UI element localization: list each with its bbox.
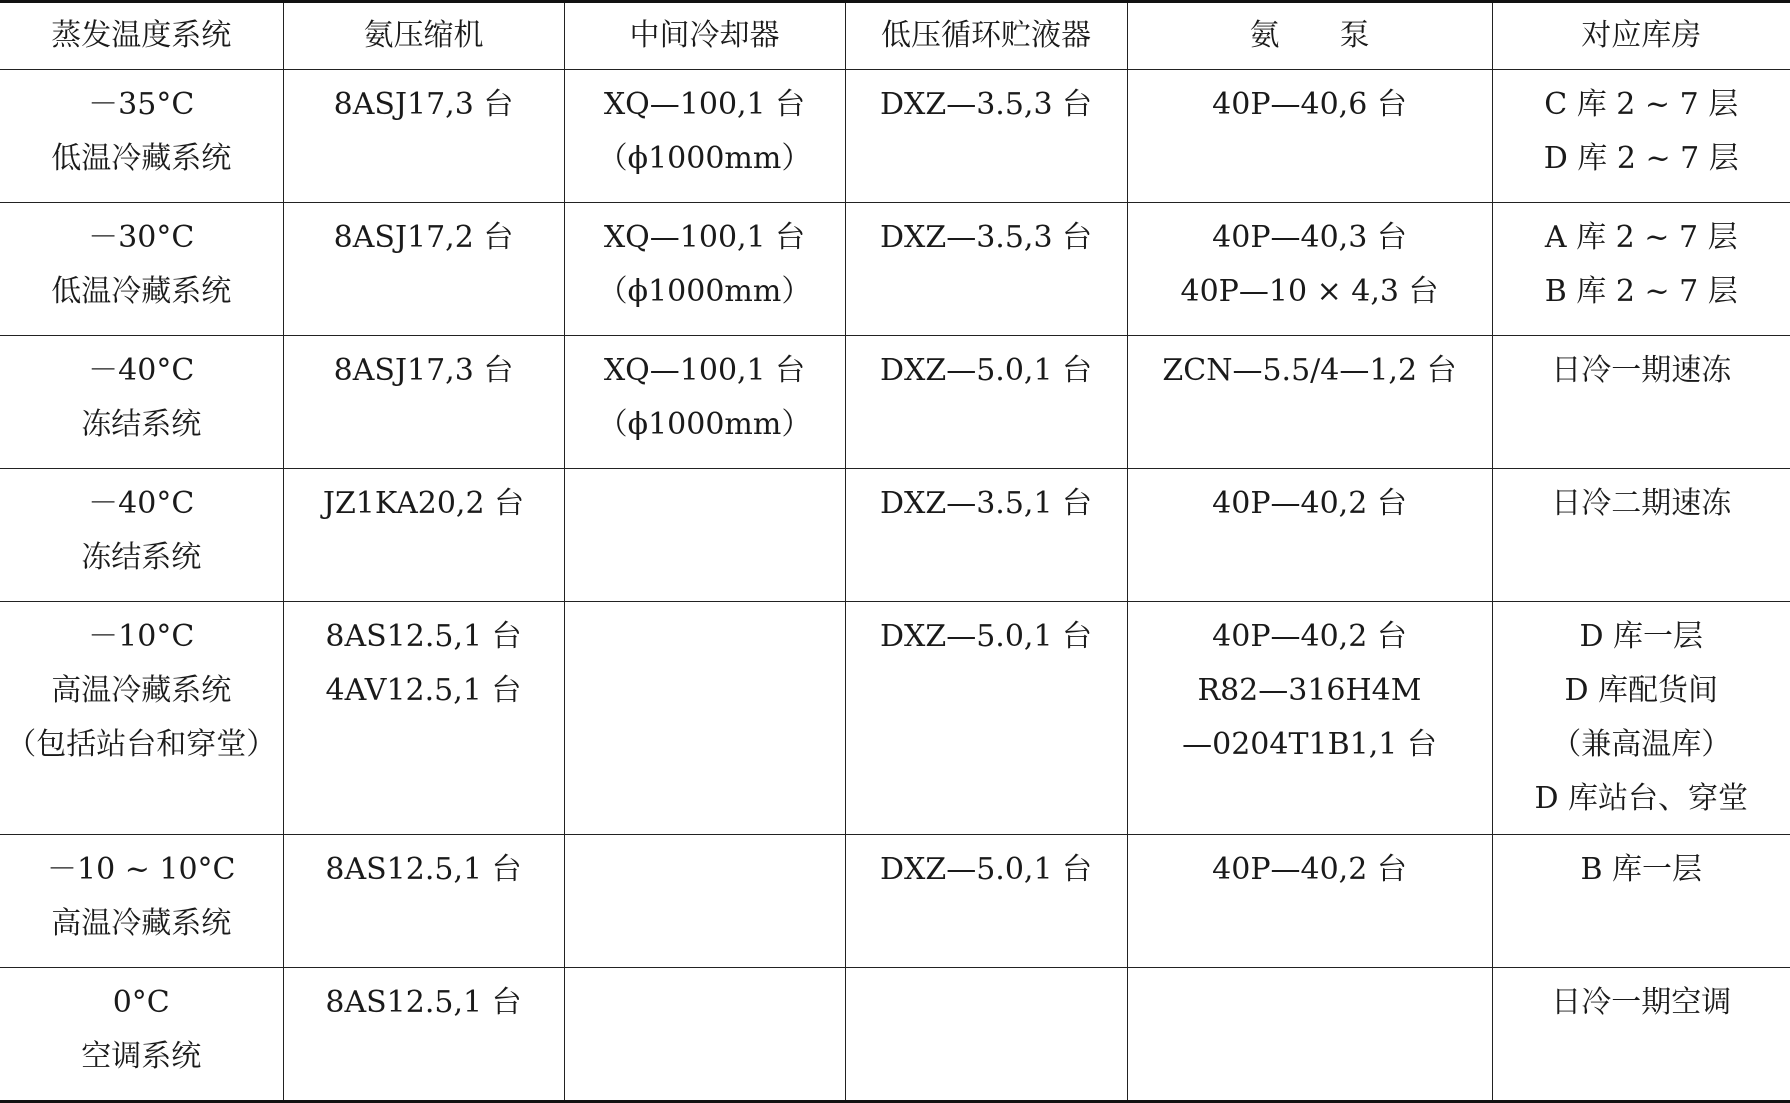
cell-line: （ϕ1000mm） — [565, 132, 845, 186]
cell-compressor — [283, 968, 564, 1102]
cell-line: 8ASJ17,3 台 — [284, 78, 564, 132]
cell-line: （兼高温库） — [1493, 718, 1790, 772]
table-row — [0, 602, 1790, 835]
cell-line: DXZ—5.0,1 台 — [846, 610, 1127, 664]
cell-storage-room — [1492, 469, 1790, 602]
cell-line: DXZ—5.0,1 台 — [846, 344, 1127, 398]
cell-compressor — [283, 469, 564, 602]
cell-line: 日冷一期空调 — [1493, 976, 1790, 1030]
cell-line: （ϕ1000mm） — [565, 398, 845, 452]
cell-storage-room — [1492, 203, 1790, 336]
cell-intercooler — [564, 203, 845, 336]
cell-line: －40°C — [0, 344, 283, 398]
cell-ammonia-pump — [1127, 835, 1492, 968]
cell-line: D 库站台、穿堂 — [1493, 772, 1790, 826]
header-low-pressure-receiver: 低压循环贮液器 — [845, 2, 1127, 70]
cell-line: （包括站台和穿堂） — [0, 718, 283, 772]
header-compressor: 氨压缩机 — [283, 2, 564, 70]
cell-compressor — [283, 70, 564, 203]
cell-line: XQ—100,1 台 — [565, 344, 845, 398]
cell-low-pressure-receiver — [845, 602, 1127, 835]
cell-intercooler — [564, 70, 845, 203]
cell-line: B 库 2 ~ 7 层 — [1493, 265, 1790, 319]
cell-line: —0204T1B1,1 台 — [1128, 718, 1492, 772]
cell-ammonia-pump — [1127, 469, 1492, 602]
cell-line: JZ1KA20,2 台 — [284, 477, 564, 531]
cell-compressor — [283, 835, 564, 968]
cell-line: 日冷一期速冻 — [1493, 344, 1790, 398]
cell-line: D 库配货间 — [1493, 664, 1790, 718]
cell-low-pressure-receiver — [845, 203, 1127, 336]
cell-intercooler — [564, 835, 845, 968]
cell-low-pressure-receiver — [845, 469, 1127, 602]
table-row — [0, 336, 1790, 469]
cell-evaporation-system — [0, 469, 283, 602]
cell-line: DXZ—5.0,1 台 — [846, 843, 1127, 897]
cell-line: B 库一层 — [1493, 843, 1790, 897]
table-header-row — [0, 2, 1790, 70]
cell-line: 冻结系统 — [0, 398, 283, 452]
cell-ammonia-pump — [1127, 203, 1492, 336]
cell-line: －40°C — [0, 477, 283, 531]
cell-line: 8ASJ17,3 台 — [284, 344, 564, 398]
header-storage-room: 对应库房 — [1492, 2, 1790, 70]
cell-line: C 库 2 ~ 7 层 — [1493, 78, 1790, 132]
cell-intercooler — [564, 336, 845, 469]
table-row — [0, 203, 1790, 336]
header-ammonia-pump: 氨 泵 — [1127, 2, 1492, 70]
cell-line: 高温冷藏系统 — [0, 897, 283, 951]
cell-line: 4AV12.5,1 台 — [284, 664, 564, 718]
cell-storage-room — [1492, 602, 1790, 835]
cell-line: XQ—100,1 台 — [565, 211, 845, 265]
cell-evaporation-system — [0, 968, 283, 1102]
cell-line: XQ—100,1 台 — [565, 78, 845, 132]
cell-line: 8AS12.5,1 台 — [284, 843, 564, 897]
cell-storage-room — [1492, 968, 1790, 1102]
cell-evaporation-system — [0, 203, 283, 336]
cell-line: －30°C — [0, 211, 283, 265]
cell-line: 空调系统 — [0, 1030, 283, 1084]
cell-line: D 库一层 — [1493, 610, 1790, 664]
cell-line: 8AS12.5,1 台 — [284, 610, 564, 664]
cell-line: 8AS12.5,1 台 — [284, 976, 564, 1030]
cell-line: －10 ~ 10°C — [0, 843, 283, 897]
cell-line: 低温冷藏系统 — [0, 265, 283, 319]
table-row — [0, 70, 1790, 203]
cell-line: 40P—40,3 台 — [1128, 211, 1492, 265]
cell-ammonia-pump — [1127, 968, 1492, 1102]
table-row — [0, 968, 1790, 1102]
cell-line: D 库 2 ~ 7 层 — [1493, 132, 1790, 186]
cell-line: 40P—40,2 台 — [1128, 610, 1492, 664]
cell-line: DXZ—3.5,3 台 — [846, 78, 1127, 132]
cell-line: 40P—40,2 台 — [1128, 843, 1492, 897]
cell-line: DXZ—3.5,1 台 — [846, 477, 1127, 531]
cell-low-pressure-receiver — [845, 835, 1127, 968]
cell-storage-room — [1492, 70, 1790, 203]
cell-ammonia-pump — [1127, 70, 1492, 203]
cell-line: 40P—40,6 台 — [1128, 78, 1492, 132]
cell-low-pressure-receiver — [845, 968, 1127, 1102]
cell-line: 8ASJ17,2 台 — [284, 211, 564, 265]
cell-evaporation-system — [0, 70, 283, 203]
cell-evaporation-system — [0, 602, 283, 835]
cell-line: 40P—10 × 4,3 台 — [1128, 265, 1492, 319]
cell-compressor — [283, 336, 564, 469]
cell-line: DXZ—3.5,3 台 — [846, 211, 1127, 265]
cell-storage-room — [1492, 336, 1790, 469]
cell-intercooler — [564, 968, 845, 1102]
cell-intercooler — [564, 469, 845, 602]
cell-line: 冻结系统 — [0, 531, 283, 585]
cell-line: 低温冷藏系统 — [0, 132, 283, 186]
table-row — [0, 469, 1790, 602]
table-row — [0, 835, 1790, 968]
cell-line: A 库 2 ~ 7 层 — [1493, 211, 1790, 265]
cell-low-pressure-receiver — [845, 336, 1127, 469]
cell-line: 日冷二期速冻 — [1493, 477, 1790, 531]
cell-evaporation-system — [0, 835, 283, 968]
cell-compressor — [283, 203, 564, 336]
cell-line: 高温冷藏系统 — [0, 664, 283, 718]
cell-line: ZCN—5.5/4—1,2 台 — [1128, 344, 1492, 398]
cell-line: （ϕ1000mm） — [565, 265, 845, 319]
cell-line: 0°C — [0, 976, 283, 1030]
header-evaporation-system: 蒸发温度系统 — [0, 2, 283, 70]
cell-line: R82—316H4M — [1128, 664, 1492, 718]
cell-intercooler — [564, 602, 845, 835]
cell-storage-room — [1492, 835, 1790, 968]
cell-line: －35°C — [0, 78, 283, 132]
cell-compressor — [283, 602, 564, 835]
cell-low-pressure-receiver — [845, 70, 1127, 203]
header-intercooler: 中间冷却器 — [564, 2, 845, 70]
cell-ammonia-pump — [1127, 336, 1492, 469]
cell-ammonia-pump — [1127, 602, 1492, 835]
cell-line: －10°C — [0, 610, 283, 664]
cell-line: 40P—40,2 台 — [1128, 477, 1492, 531]
cell-evaporation-system — [0, 336, 283, 469]
